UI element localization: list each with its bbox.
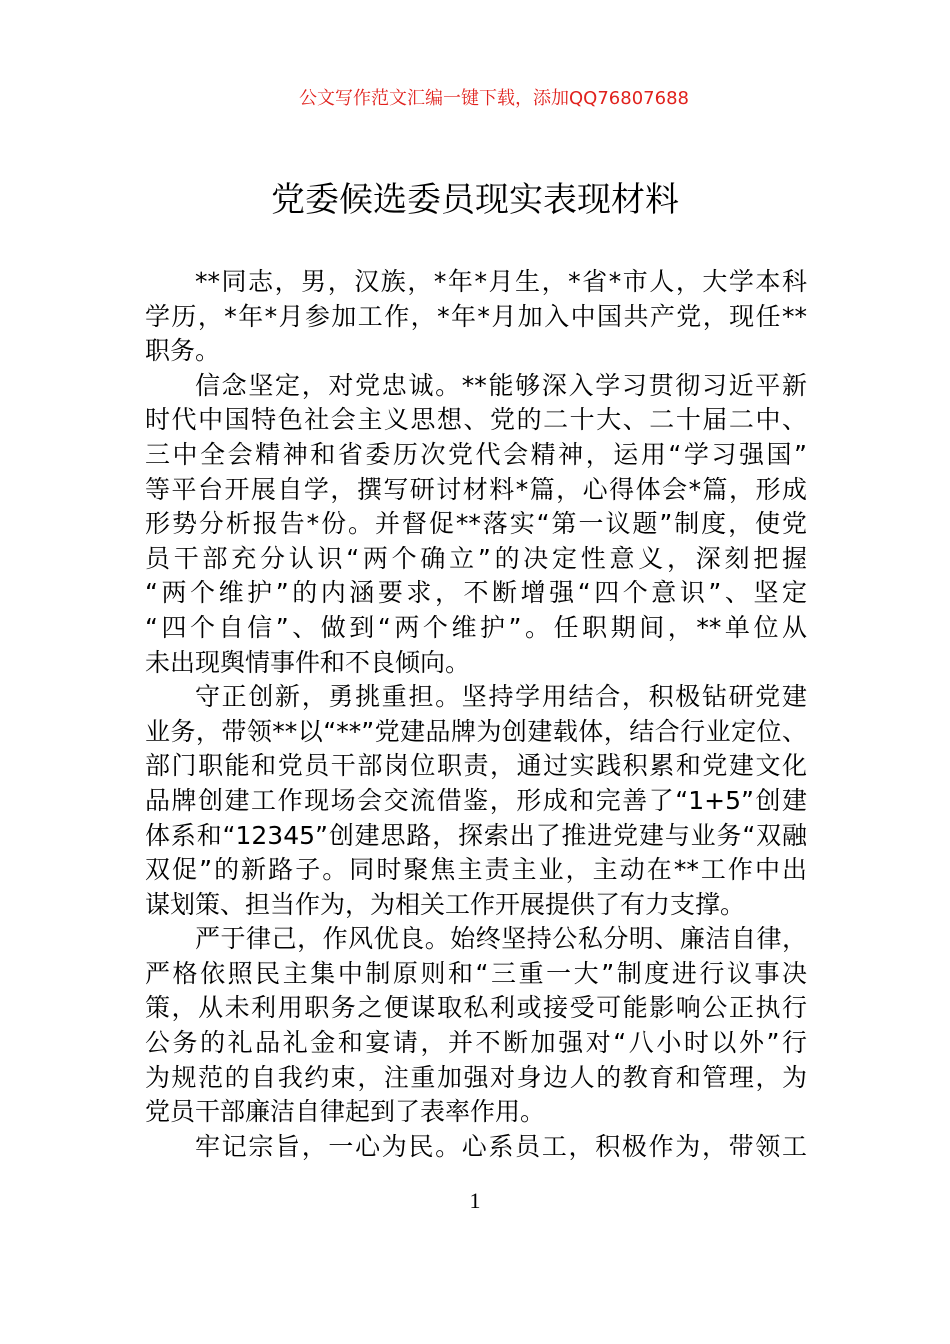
paragraph-line: “两个维护”的内涵要求，不断增强“四个意识”、坚定: [145, 578, 807, 608]
paragraph-line: 三中全会精神和省委历次党代会精神，运用“学习强国”: [145, 439, 807, 469]
paragraph-line: **同志，男，汉族，*年*月生，*省*市人，大学本科: [195, 267, 807, 296]
paragraph-line: 形势分析报告*份。并督促**落实“第一议题”制度，使党: [145, 509, 807, 539]
document-title: 党委候选委员现实表现材料: [271, 180, 679, 220]
paragraph-line: 严格依照民主集中制原则和“三重一大”制度进行议事决: [145, 958, 807, 988]
document-body: [145, 265, 807, 1164]
paragraph-line: 为规范的自我约束，注重加强对身边人的教育和管理，为: [145, 1062, 807, 1092]
paragraph-line: 策，从未利用职务之便谋取私利或接受可能影响公正执行: [145, 993, 807, 1023]
page-number: 1: [469, 1188, 481, 1213]
paragraph-line: 党员干部廉洁自律起到了表率作用。: [145, 1097, 546, 1127]
paragraph-line: 信念坚定，对党忠诚。**能够深入学习贯彻习近平新: [195, 370, 807, 400]
paragraph-line: 公务的礼品礼金和宴请，并不断加强对“八小时以外”行: [145, 1028, 807, 1058]
paragraph: [145, 680, 807, 922]
paragraph-line: 谋划策、担当作为，为相关工作开展提供了有力支撑。: [145, 889, 746, 919]
paragraph-line: 双促”的新路子。同时聚焦主责主业，主动在**工作中出: [145, 855, 807, 885]
paragraph: [145, 265, 807, 369]
paragraph-line: 守正创新，勇挑重担。坚持学用结合，积极钻研党建: [195, 682, 807, 712]
paragraph-line: 业务，带领**以“**”党建品牌为创建载体，结合行业定位、: [145, 716, 807, 746]
download-promo-note: 公文写作范文汇编一键下载，添加QQ76807688: [299, 88, 689, 109]
paragraph-line: “四个自信”、做到“两个维护”。任职期间，**单位从: [145, 612, 807, 642]
paragraph-line: 部门职能和党员干部岗位职责，通过实践积累和党建文化: [145, 751, 807, 781]
paragraph-line: 品牌创建工作现场会交流借鉴，形成和完善了“1+5”创建: [145, 785, 807, 815]
paragraph-line: 未出现舆情事件和不良倾向。: [145, 647, 471, 677]
paragraph-line: 严于律己，作风优良。始终坚持公私分明、廉洁自律，: [195, 924, 807, 954]
paragraph-line: 时代中国特色社会主义思想、党的二十大、二十届二中、: [145, 405, 807, 435]
paragraph: [145, 369, 807, 680]
paragraph: [145, 1130, 807, 1165]
paragraph-line: 体系和“12345”创建思路，探索出了推进党建与业务“双融: [145, 820, 807, 850]
paragraph-line: 职务。: [145, 336, 221, 366]
paragraph-line: 等平台开展自学，撰写研讨材料*篇，心得体会*篇，形成: [145, 474, 807, 504]
paragraph-line: 学历，*年*月参加工作，*年*月加入中国共产党，现任**: [145, 301, 807, 331]
paragraph-line: 员干部充分认识“两个确立”的决定性意义，深刻把握: [145, 543, 807, 573]
paragraph: [145, 922, 807, 1130]
paragraph-line: 牢记宗旨，一心为民。心系员工，积极作为，带领工: [195, 1131, 807, 1161]
